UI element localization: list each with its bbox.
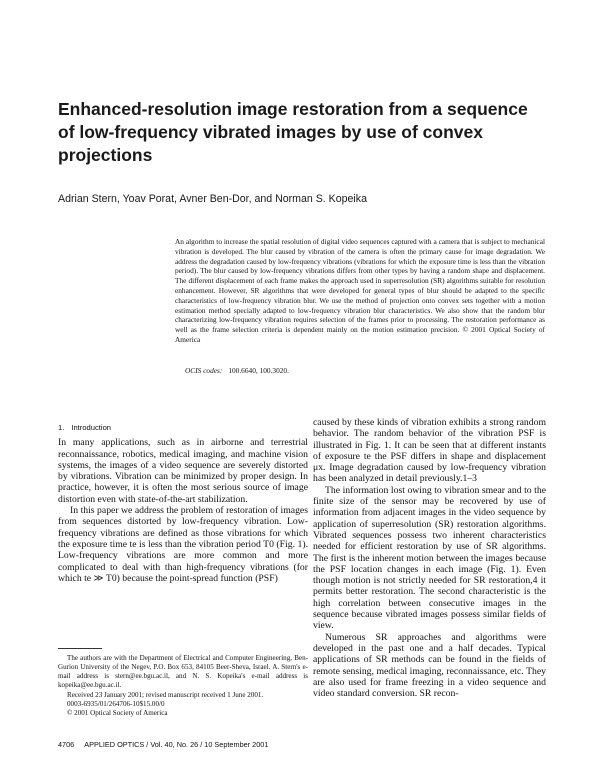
paragraph: In this paper we address the problem of restoration of images from sequences distorted by low-frequency vibration. Low-frequency vibrations are defined as those vibrations for which the exposure time te is less than the vibration period T0 (Fig. 1). Low-frequency vibrations are more common and more complicated to deal with than high-frequency vibrations (for which te ≫ T0) because the point-spread function (PSF) [58,505,308,584]
section-number: 1. [58,423,65,432]
affiliation-note: The authors are with the Department of Electrical and Computer Engineering, Ben-Gurion University of the Negev, P.O. Box 653, 84105 Beer-Sheva, Israel. A. Stern's e-mail address is stern@ee.bgu.ac.il, and N. S. Kopeika's e-mail address is kopeika@ee.bgu.ac.il. [58,654,308,690]
page-number: 4706 [58,740,75,749]
page-footer [58,740,268,749]
ocis-values: 100.6640, 100.3020. [228,366,289,375]
received-note: Received 23 January 2001; revised manuscript received 1 June 2001. [67,690,264,699]
author-list: Adrian Stern, Yoav Porat, Avner Ben-Dor, and Norman S. Kopeika [58,193,367,205]
footnotes [58,654,308,718]
copyright-code: 0003-6935/01/264706-10$15.00/0 [67,699,165,708]
ocis-label: OCIS codes: [185,366,223,375]
copyright-note: © 2001 Optical Society of America [67,708,168,717]
ocis-codes [185,366,289,375]
paragraph: Numerous SR approaches and algorithms were developed in the past one and a half decades. Typical applications of SR methods can be found in the fields of remote sensing, medical imaging, reconnaissance, etc. They are also used for frame freezing in a video sequence and video standard conversion. SR recon- [313,631,546,700]
paper-title: Enhanced-resolution image restoration from a sequence of low-frequency vibrated images by use of convex projections [58,99,528,165]
footnote-divider [58,648,102,649]
left-column [58,422,308,584]
paragraph: caused by these kinds of vibration exhibits a strong random behavior. The random behavior of the vibration PSF is illustrated in Fig. 1. It can be seen that at different instants of exposure te the PSF differs in shape and displacement μx. Image degradation caused by low-frequency vibration has been analyzed in detail previously.1–3 [313,417,546,485]
paragraph: The information lost owing to vibration smear and to the finite size of the sensor may be recovered by use of information from adjacent images in the video sequence by application of superresolution (SR) restoration algorithms. Vibrated sequences possess two inherent characteristics needed for efficient restoration by use of SR algorithms. The first is the inherent motion between the images because the PSF location changes in each image (Fig. 1). Even though motion is not strictly needed for SR restoration,4 it permits better restoration. The second characteristic is the high correlation between consecutive images in the sequence because vibrated images possess similar fields of view. [313,484,546,632]
abstract: An algorithm to increase the spatial resolution of digital video sequences captured with a camera that is subject to mechanical vibration is developed. The blur caused by vibration of the camera is often the primary cause for image degradation. We address the degradation caused by low-frequency vibrations (vibrations for which the exposure time is less than the vibration period). The blur caused by low-frequency vibrations differs from other types by having a random shape and displacement. The different displacement of each frame makes the approach used in superresolution (SR) algorithms suitable for resolution enhancement. However, SR algorithms that were developed for general types of blur should be adapted to the specific characteristics of low-frequency vibration blur. We use the method of projection onto convex sets together with a motion estimation method specially adapted to low-frequency vibration blur characteristics. We also show that the random blur characterizing low-frequency vibration requires selection of the frames prior to processing. The restoration performance as well as the frame selection criteria is dependent mainly on the motion estimation precision. © 2001 Optical Society of America [175,237,545,344]
section-heading [58,422,308,433]
paragraph: In many applications, such as in airborne and terrestrial reconnaissance, robotics, medical imaging, and machine vision systems, the images of a video sequence are severely distorted by vibrations. Vibration can be minimized by proper design. In practice, however, it is often the most serious source of image distortion even with state-of-the-art stabilization. [58,437,308,505]
journal-citation: APPLIED OPTICS / Vol. 40, No. 26 / 10 September 2001 [84,740,269,749]
section-title: Introduction [71,423,112,432]
right-column [313,417,546,699]
